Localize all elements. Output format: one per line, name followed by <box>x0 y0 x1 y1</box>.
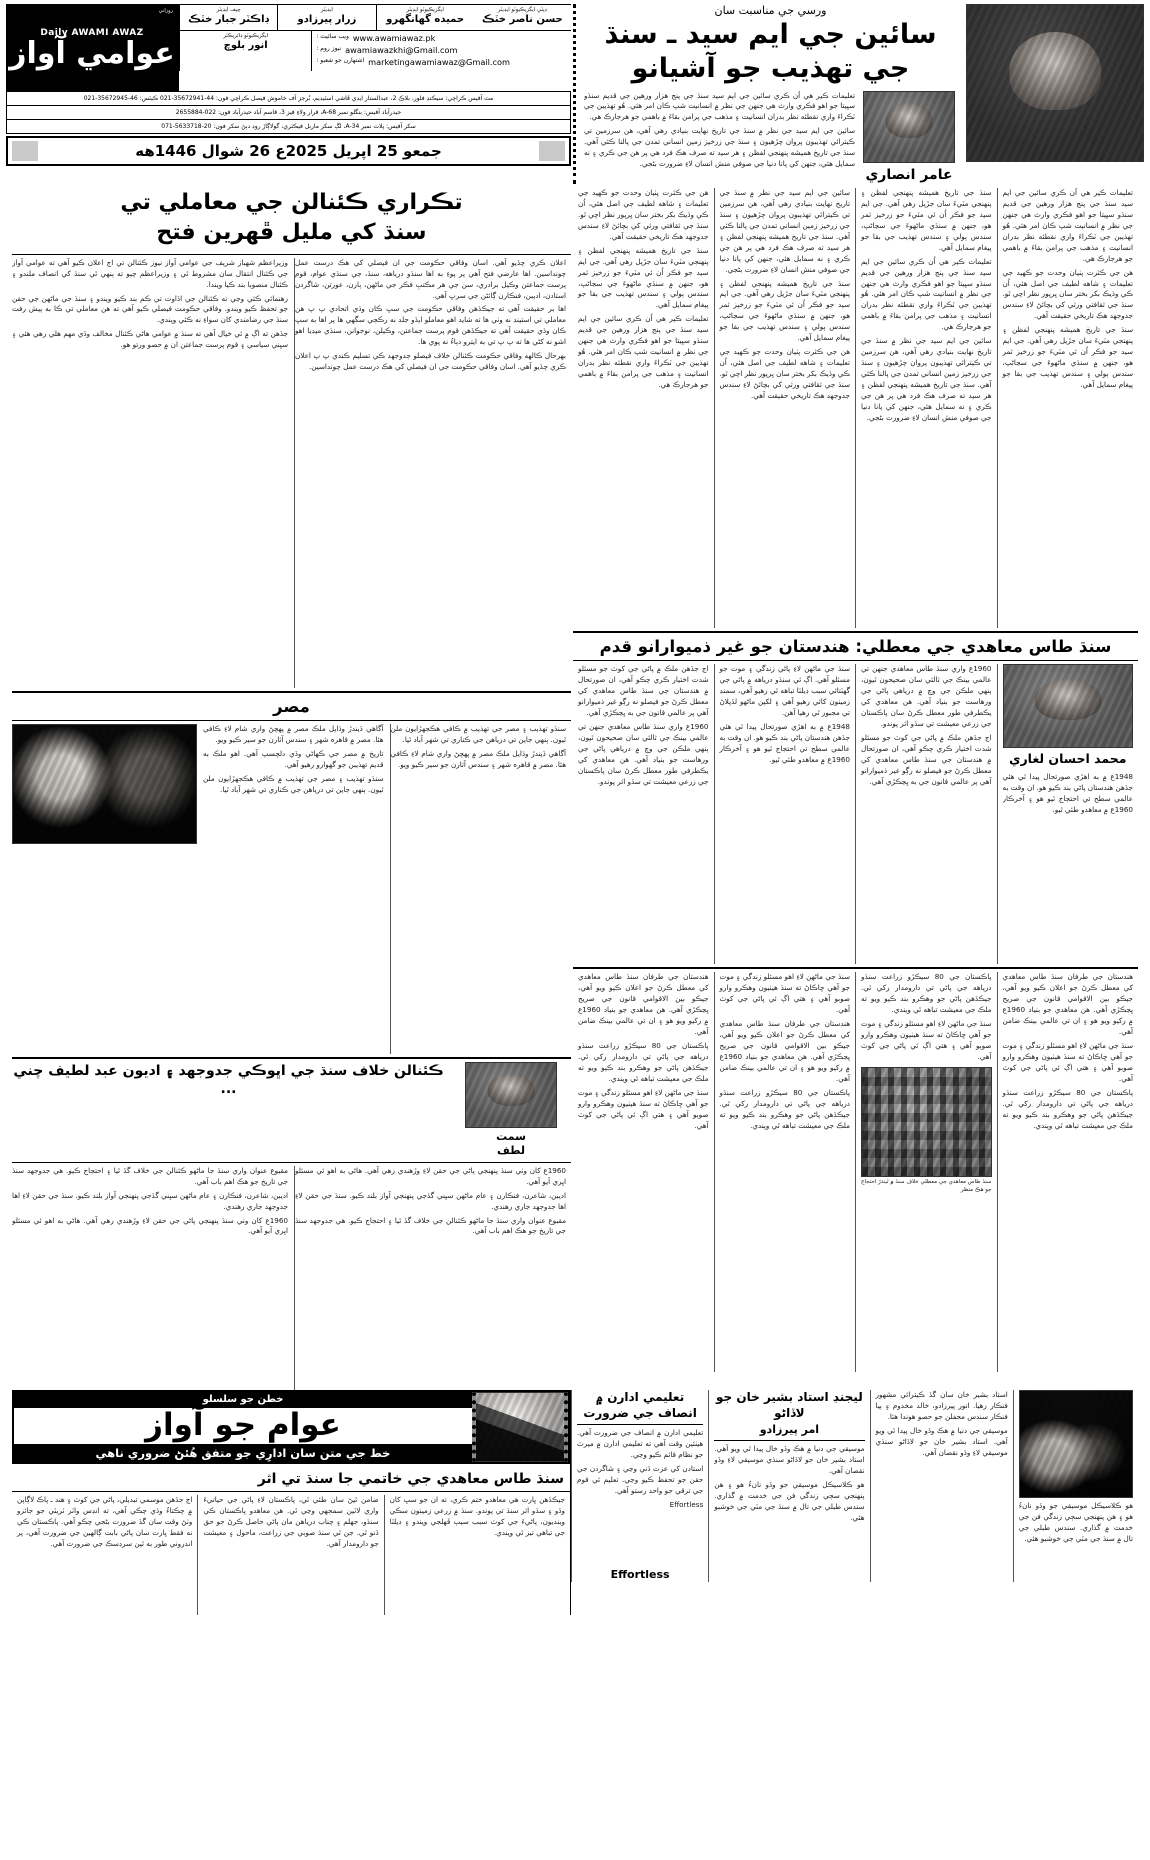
staff-role: ايگزيڪيوٽو ايڊيٽر <box>406 7 444 13</box>
paragraph: پاڪستان جي 80 سيڪڙو زراعت سنڌو درياهه جي پاڻي تي دارومدار رکي ٿي. جيڪڏهن پاڻي جو وهڪرو بند ڪيو ويو ته ملڪ جي معيشت تباهه ٿي ويندي. <box>1002 1087 1133 1130</box>
right-lead-col-2 <box>294 258 571 688</box>
staff-role: ايڊيٽر <box>320 7 333 13</box>
paragraph: رهنمائي ڪئي وڃي ته ڪئنالن جي اڏاوت تي ڪم بند ڪيو ويندو ۽ سنڌ جي ماڻهن جي حقن جو تحفظ ڪيو ويندو. وفاقي حڪومت فيصلي ڪيو آهي ته هن معاملي تي ڪا به پيش رفت سنڌ جي رضامندي کان سواءِ نه ڪئي ويندي. <box>12 293 288 325</box>
second-left-col-2 <box>714 664 856 964</box>
paragraph: سائين جي ايم سيد جي نظر ۾ سنڌ جي تاريخ نهايت بنيادي رهي آهي، هن سرزمين تي ڪيترائي تهذيبون پروان چڙهيون ۽ سنڌ جي زرخيز زمين انساني تمدن جي پالنا ڪئي آهي. سنڌ جي تاريخ هميشه پنهنجي لفظن ۽ هر سيد ته صرف هڪ فرد هي پر هن جي ڪري ۽ نه سمايل هئي، جنهن کي پانا دنيا جي صوفي منش انسان لاءِ ضرورت بڻجي. <box>584 126 855 169</box>
dateline-text: جمعو 25 اپريل 2025ع 26 شوال 1446هه <box>113 141 464 161</box>
paragraph: سنڌ جي ماڻهن لاءِ اهو مسئلو زندگي ۽ موت جو آهي ڇاڪاڻ ته سنڌ هيٺيون وهڪرو وارو صوبو آهي ۽ هتي اڳ ئي پاڻي جي کوٽ آهي. <box>861 1019 992 1061</box>
paragraph: سائين جي ايم سيد جي نظر ۾ سنڌ جي تاريخ نهايت بنيادي رهي آهي، هن سرزمين تي ڪيترائي تهذيبون پروان چڙهيون ۽ سنڌ جي زرخيز زمين انساني تمدن جي پالنا ڪئي آهي. سنڌ جي تاريخ هميشه پنهنجي لفظن ۽ هر سيد ته صرف هڪ فرد هي پر هن جي ڪري ۽ نه سمايل هئي، جنهن کي پانا دنيا جي صوفي منش انسان لاءِ ضرورت بڻجي. <box>719 188 850 274</box>
contact-website[interactable] <box>316 33 567 45</box>
music-photo-col <box>1013 1390 1138 1582</box>
lead-cont-col-2 <box>714 188 856 628</box>
top-section <box>6 4 1144 184</box>
editorial-writing-photo <box>472 1392 568 1462</box>
music-photo-caption <box>1019 1501 1133 1548</box>
contact-value: marketingawamiawaz@Gmail.com <box>368 56 511 67</box>
second-left-headline[interactable]: سنڌ طاس معاهدي جي معطلي: هندستان جو غير ذميوارانو قدم <box>599 637 1112 656</box>
staff-name: حميده گهانگهرو <box>386 14 465 26</box>
edu-byline: Effortless <box>610 1568 670 1582</box>
logo-sindhi-name: عوامي آواز <box>9 35 175 71</box>
paragraph: هندستان جي طرفان سنڌ طاس معاهدي کي معطل ڪرڻ جو اعلان ڪيو ويو آهي، جيڪو بين الاقوامي قانون جي صريح ڀڃڪڙي آهي. هن معاهدي جو بنياد 1960ع ۾ رکيو ويو هو ۽ ان تي عالمي بينڪ ضامن آهي. <box>1002 972 1133 1037</box>
paragraph: 1960ع کان وٺي سنڌ پنهنجي پاڻي جي حقن لاءِ وڙهندي رهي آهي. هاڻي به اهو ئي مسئلو اڀري آيو آهي. <box>12 1215 288 1236</box>
paragraph: موسيقي جي دنيا ۾ هڪ وڏو خال پيدا ٿي ويو آهي. استاد بشير خان جو لاڏاڻو سنڌي موسيقي لاءِ وڏو نقصان آهي. <box>875 1425 1008 1457</box>
paragraph: اعلان ڪري چڏيو آهي. اسان وفاقي حڪومت جي ان فيصلي کي هڪ درست عمل چونداسين. اها عارضي فتح آهي پر پوءِ به اها سنڌو درياهه، سنڌ، جي سنڌي عوام، قوم پرست جماعتن وڪيل برادري، سن جي هر مڪتبِ فڪر جي ماڻهن، ٻارن، عورتن، شاگردن استادن، اديبن، فنڪارن ڳائڻن جي سرڀ آهي. <box>295 257 566 300</box>
paragraph: سنڌ جي تاريخ هميشه پنهنجي لفظن ۽ پنهنجي مٽيءَ سان جڙيل رهي آهي. جي ايم سيد جو فڪر اُن ئي مٽيءَ جو زرخيز ثمر هو، جنهن ۾ سنڌي ماڻهوءَ جي سڃاڻپ، سندس ٻولي ۽ سندس تهذيب جي بقا جو پيغام سمايل آهي. <box>861 188 992 252</box>
paragraph: وزيراعظم شهباز شريف جي عوامي آواز نيوز ڪئنالن تي اڄ اعلان ڪيو آهي ته عوامي آواز جي ڪئنال انتقال سان مشروط ٿي ۽ وزيراعظم چيو ته ٻنهي ٿي سنڌ کي انصاف ملندو ۽ ڪئنال منصوبا بند ڪيا ويندا. <box>12 257 288 289</box>
paragraph: اديبن، شاعرن، فنڪارن ۽ عام ماڻهن سڀني گڏجي پنهنجي آواز بلند ڪيو. سنڌ جي حقن لاءِ اها جدوجهد جاري رهندي. <box>295 1190 566 1211</box>
paragraph: سنڌ جي ماڻهن لاءِ اهو مسئلو زندگي ۽ موت جو آهي ڇاڪاڻ ته سنڌ هيٺيون وهڪرو وارو صوبو آهي ۽ هتي اڳ ئي پاڻي جي کوٽ آهي. <box>1002 1041 1133 1083</box>
second-left-col-3 <box>855 664 997 964</box>
paragraph: مقبوع عنوان واري سنڌ جا ماڻهو ڪئنالن جي خلاف گڏ ٿيا ۽ احتجاج ڪيو. هي جدوجهد سنڌ جي تاريخ جو هڪ اهم باب آهي. <box>295 1215 566 1236</box>
staff-role: ڊپٽي ايگزيڪيوٽو ايڊيٽر <box>497 7 547 13</box>
paragraph: سائين جي ايم سيد جي نظر ۾ سنڌ جي تاريخ نهايت بنيادي رهي آهي، هن سرزمين تي ڪيترائي تهذيبون پروان چڙهيون ۽ سنڌ جي زرخيز زمين انساني تمدن جي پالنا ڪئي آهي. سنڌ جي تاريخ هميشه پنهنجي لفظن ۽ هر سيد ته صرف هڪ فرد هي پر هن جي ڪري ۽ نه سمايل هئي، جنهن کي پانا دنيا جي صوفي منش انسان لاءِ ضرورت بڻجي. <box>861 336 992 422</box>
paragraph: 1960ع کان وٺي سنڌ پنهنجي پاڻي جي حقن لاءِ وڙهندي رهي آهي. هاڻي به اهو ئي مسئلو اڀري آيو آهي. <box>295 1165 566 1186</box>
staff-cell-deputy-exec-editor <box>474 5 571 30</box>
contact-value: awamiawazkhi@Gmail.com <box>345 44 458 55</box>
address-sukkur: سکر آفيس: پلاٽ نمبر A-34، لڳ سکر ماربل فيڪٽري، گولاڳاڙ روڊ دٻڻ سکر فون: 20-5633718-071 <box>6 120 571 134</box>
paragraph: سنڌ جي ماڻهن لاءِ پاڻي زندگي ۽ موت جو مسئلو آهي. اڳ ئي سنڌو درياهه ۾ پاڻي جي گهٽتائي سبب ڊيلٽا تباهه ٿي رهيو آهي، سمنڊ زمينون کائي رهيو آهي ۽ لکين ماڻهو لڏپلاڻ تي مجبور ٿي رهيا آهن. <box>719 664 850 718</box>
second-left-col-4 <box>997 664 1139 964</box>
lead-left-article <box>571 4 1144 184</box>
paragraph: Effortless <box>669 1499 704 1509</box>
editorial-title: عوام جو آواز <box>145 1407 341 1443</box>
address-hyderabad: حيدرآباد آفيس: بنگلو نمبر A-68، قرار ولاءِ فيز 3، قاسم آباد حيدرآباد فون: 022-2655884 <box>6 106 571 120</box>
right-zone <box>6 188 571 1388</box>
staff-name: ڊاڪٽر جبار خٽڪ <box>188 14 269 26</box>
contact-value: www.awamiawaz.pk <box>352 32 436 43</box>
second-left-col-1 <box>573 664 714 964</box>
editorial-article-headline[interactable]: سنڌ طاس معاهدي جي خاتمي جا سنڌ تي اثر <box>257 1471 564 1487</box>
contact-label: نيوز روم : <box>316 44 342 52</box>
bottom-left-zone <box>571 1390 1144 1615</box>
logo-english-name: Daily AWAMI AWAZ <box>40 27 144 38</box>
contact-block <box>311 31 571 71</box>
paragraph: پاڪستان جي 80 سيڪڙو زراعت سنڌو درياهه جي پاڻي تي دارومدار رکي ٿي. جيڪڏهن پاڻي جو وهڪرو بند ڪيو ويو ته ملڪ جي معيشت تباهه ٿي ويندي. <box>861 972 992 1015</box>
newspaper-logo[interactable] <box>6 4 178 92</box>
paragraph: تعليمي ادارن ۾ انصاف جي ضرورت آهي. هيٺئين وقت آهي ته تعليمي ادارن ۾ ميرٽ جو نظام قائم ڪيو وڃي. <box>577 1428 704 1460</box>
contact-label: اشتهارن جو شعبو : <box>316 56 365 64</box>
paragraph: تعليمات ڪير هي اُن ڪري سائين جي ايم سيد سنڌ جي پنج هزار ورهين جي قديم سنڌو سڀيتا جو اهو فڪري وارث هي جنهن جي نظر ۾ انسانيت شپ ڪان امر هئي. هُو تهذيبن جي ٽڪراءَ واري نقطئه نظر بدران انسانيت ۽ مذهب جي پرامن بقاءَ ۾ باهمي جو هرجارڪ هي. <box>861 256 992 332</box>
editorial-col-3 <box>384 1495 570 1615</box>
paragraph: 1960ع واري سنڌ طاس معاهدي جنهن تي عالمي بينڪ جي ثالثي سان صحيحون ٿيون، ٻنهي ملڪن جي وچ ۾ درياهي پاڻي جي ورهاست جو بنياد آهي. هن معاهدي کي يڪطرفي طور معطل ڪرڻ سان پاڪستان جي زرعي معيشت تي سڌو اثر پوندو. <box>578 722 709 786</box>
lead-headline[interactable]: سائين جي ايم سيد ـ سنڌ جي تهذيب جو آشيانو <box>604 19 937 84</box>
third-left-col-4 <box>997 972 1139 1372</box>
misr-col-1 <box>203 724 384 1054</box>
lead-cont-col-1 <box>573 188 714 628</box>
paragraph: 1948ع ۾ به اهڙي صورتحال پيدا ٿي هئي جڏهن هندستان پاڻي بند ڪيو هو. ان وقت به عالمي سطح تي احتجاج ٿيو هو ۽ آخرڪار 1960ع ۾ معاهدو طئي ٿيو. <box>719 722 850 764</box>
music-body <box>714 1444 864 1574</box>
bottom-right-zone <box>6 1390 571 1615</box>
staff-cell-exec-director <box>179 31 311 71</box>
paragraph: هو ڪلاسيڪل موسيقي جو وڏو نانءُ هو ۽ هن پنهنجي سڄي زندگي فن جي خدمت ۾ گذاري. سندس طبلي جي تال ۾ سنڌ جي مٽي جي خوشبو هئي. <box>714 1480 865 1523</box>
edu-headline[interactable]: تعليمي ادارن ۾ انصاف جي ضرورت <box>583 1390 697 1420</box>
music-col-2 <box>870 1390 1013 1582</box>
paragraph: هن جي ڪثرت پٺيان وحدت جو ڪهيد جي تعليمات ۽ شاهه لطيف جي اصل هئي، اُن ڪي وڌيڪ بکر بختر سان ڀرپور نظر اچي ٿو. سنڌ جي ثقافتي ورثي کي بچائڻ لاءِ سندس جدوجهد هڪ تاريخي حقيقت آهي. <box>1002 267 1133 321</box>
staff-masthead-table <box>178 4 571 92</box>
misr-headline[interactable]: مصر <box>273 696 310 716</box>
right-lead-headline-2[interactable]: سنڌ کي مليل ڦهرين فتح <box>156 220 427 246</box>
right-lead-headline-1[interactable]: تڪراري ڪئنالن جي معاملي تي <box>120 190 463 215</box>
paragraph: ضامن ٿيڻ سان طئي ٿي، پاڪستان لاءِ پاڻي جي حياتيءَ واري لاٽين سمجهي وڃي ٿي. هن معاهدو پاڪستان ڪي سنڌو، جهلم ۽ چناب درياهن مان پاڻي حاصل ڪرڻ جو حق ڏنو ٿي. جن ٿي سنڌ صوبي جي زراعت، ماحول ۽ معيشت جو دارومدار آهي. <box>203 1495 379 1548</box>
right-bottom-byline-2: لطف <box>497 1144 525 1158</box>
third-left-col-3 <box>855 972 997 1372</box>
editorial-tagline: خط جي متن سان ادارِي جو متفق هُئڻ ضروري ناهي <box>14 1444 472 1462</box>
lead-cont-col-4 <box>997 188 1139 628</box>
tabla-player-photo <box>1019 1390 1133 1498</box>
second-left-byline: محمد احسان لغاري <box>1008 751 1127 767</box>
paragraph: سنڌ جي تاريخ هميشه پنهنجي لفظن ۽ پنهنجي مٽيءَ سان جڙيل رهي آهي. جي ايم سيد جو فڪر اُن ئي مٽيءَ جو زرخيز ثمر هو، جنهن ۾ سنڌي ماڻهوءَ جي سڃاڻپ، سندس ٻولي ۽ سندس تهذيب جي بقا جو پيغام سمايل آهي. <box>1002 325 1133 389</box>
paragraph: آگاهي ڏيندڙ وڌايل ملڪ مصر ۾ پهچڻ واري شام لاءِ ڪافي هئا. مصر ۾ قاهره شهر ۽ سندس آثارن جو سير ڪيو ويو. <box>203 724 384 745</box>
staff-name: زرار پيرزادو <box>297 14 357 26</box>
editorial-masthead <box>12 1390 570 1464</box>
paragraph: هن جي ڪثرت پٺيان وحدت جو ڪهيد جي تعليمات ۽ شاهه لطيف جي اصل هئي، اُن ڪي وڌيڪ بکر بختر سان ڀرپور نظر اچي ٿو. سنڌ جي ثقافتي ورثي کي بچائڻ لاءِ سندس جدوجهد هڪ تاريخي حقيقت آهي. <box>578 188 709 241</box>
paragraph: تاريخ ۾ مصر جي ڪهاڻي وڏي دلچسپ آهي. اهو ملڪ به قديم تهذيبن جو گهوارو رهيو آهي. <box>203 749 384 769</box>
author-photo <box>863 91 955 163</box>
address-karachi: مٽ آفيس ڪراچي: سيڪنڊ فلور، بلاڪ 2، عبدالستار ايڊي ڦاشي اسٽيڊيم، بُرجز آف خاموش فيصل ڪراچي فون: 44-35672941-021 ڪيٽس: 46-35672945-021 <box>6 92 571 106</box>
paragraph: استادن کي عزت ڏني وڃي ۽ شاگردن جي حقن جو تحفظ ڪيو وڃي. تعليم ئي قوم جي ترقي جو واحد رستو آهي. <box>577 1464 704 1495</box>
contact-newsroom[interactable] <box>316 45 567 57</box>
right-lead-col-1 <box>12 258 288 688</box>
staff-role: چيف ايڊيٽر <box>216 7 241 13</box>
paragraph: اديبن، شاعرن، فنڪارن ۽ عام ماڻهن سڀني گڏجي پنهنجي آواز بلند ڪيو. سنڌ جي حقن لاءِ اها جدوجهد جاري رهندي. <box>12 1190 288 1211</box>
paragraph: موسيقي جي دنيا ۾ هڪ وڏو خال پيدا ٿي ويو آهي. استاد بشير خان جو لاڏاڻو سنڌي موسيقي لاءِ وڏو نقصان آهي. <box>714 1444 865 1476</box>
dateline-banner <box>6 136 571 166</box>
right-bottom-headline[interactable]: ڪئنالن خلاف سنڌ جي اڀوڪي جدوجهد ۽ اديون عبد لطيف چني ... <box>13 1063 444 1098</box>
paragraph: جڏهن ته اڳ ۾ ئي خيال آهي ته سنڌ ۾ عوامي هاڻي ڪئنال مخالف وڏي مهم هلي رهي هئي ۽ سڀني سياسي ۽ قوم پرست جماعتن ان ۾ حصو ورتو هو. <box>12 329 288 350</box>
paragraph: تعليمات ڪير هي اُن ڪري سائين جي ايم سيد سنڌ جي پنج هزار ورهين جي قديم سنڌو سڀيتا جو اهو فڪري وارث هي جنهن جي نظر ۾ انسانيت شپ ڪان امر هئي. هُو تهذيبن جي ٽڪراءَ واري نقطئه نظر بدران انسانيت ۽ مذهب جي پرامن بقاءَ ۾ باهمي جو هرجارڪ هي. <box>584 90 855 122</box>
right-bottom-byline-1: سمت <box>496 1130 526 1144</box>
paragraph: مقبوع عنوان واري سنڌ جا ماڻهو ڪئنالن جي خلاف گڏ ٿيا ۽ احتجاج ڪيو. هي جدوجهد سنڌ جي تاريخ جو هڪ اهم باب آهي. <box>12 1165 288 1186</box>
staff-cell-chief-editor <box>179 5 277 30</box>
paragraph: اڄ جڏهن موسمي تبديلي، پاڻي جي کوٽ ۽ هند ـ پاڪ لاڳاپن ۾ چڪتاءُ وڌي چڪي آهي، ته انڊس واٽر ٽريٽي جو جائزو وٺڻ وقت سان گڏ ضرورت بڻجي چڪو آهي. پاڪستان ڪي نه فقط ڀارت سان پاڻي بابت ڳالهين جي ضرورت آهي، پر اندروني طور به ٿين سرڊسڪ جي ضرورت آهي. <box>17 1495 193 1548</box>
paragraph: هو ڪلاسيڪل موسيقي جو وڏو نانءُ هو ۽ هن پنهنجي سڄي زندگي فن جي خدمت ۾ گذاري. سندس طبلي جي تال ۾ سنڌ جي مٽي جي خوشبو هئي. <box>1018 1501 1133 1543</box>
staff-name: انور بلوچ <box>223 40 268 52</box>
paragraph: استاد بشير خان سان گڏ ڪيترائي مشهور فنڪار رهيا. انور پيرزادو، خالد مخدوم ۽ ٻيا فنڪار سندس محفلن جو حصو هوندا هئا. <box>875 1390 1008 1421</box>
protest-photo <box>861 1067 992 1177</box>
third-left-col-1 <box>573 972 714 1372</box>
paragraph: بهرحال ڪالهه وفاقي حڪومت ڪئنالن خلاف فيصلو جدوجهد ڪي تسليم ڪندي پ پ اعلان ڪري چڏيو آهي. اسان وفاقي حڪومت جي ان فيصلي کي هڪ درست عمل چونداسين. <box>295 351 566 372</box>
paragraph: سنڌ جي ماڻهن لاءِ اهو مسئلو زندگي ۽ موت جو آهي ڇاڪاڻ ته سنڌ هيٺيون وهڪرو وارو صوبو آهي ۽ هتي اڳ ئي پاڻي جي کوٽ آهي. <box>578 1087 709 1130</box>
paragraph: پاڪستان جي 80 سيڪڙو زراعت سنڌو درياهه جي پاڻي تي دارومدار رکي ٿي. جيڪڏهن پاڻي جو وهڪرو بند ڪيو ويو ته ملڪ جي معيشت تباهه ٿي ويندي. <box>578 1041 709 1083</box>
paragraph: سنڌ جي تاريخ هميشه پنهنجي لفظن ۽ پنهنجي مٽيءَ سان جڙيل رهي آهي. جي ايم سيد جو فڪر اُن ئي مٽيءَ جو زرخيز ثمر هو، جنهن ۾ سنڌي ماڻهوءَ جي سڃاڻپ، سندس ٻولي ۽ سندس تهذيب جي بقا جو پيغام سمايل آهي. <box>719 278 850 343</box>
misr-col-2 <box>390 724 572 1054</box>
third-left-col-2 <box>714 972 856 1372</box>
music-article <box>708 1390 869 1582</box>
paragraph: اڄ جڏهن ملڪ ۾ پاڻي جي کوٽ جو مسئلو شدت اختيار ڪري چڪو آهي، ان صورتحال ۾ هندستان جي سنڌ طاس معاهدي کي معطل ڪرڻ جو فيصلو نه رڳو غير ذميوارانو آهي پر عالمي قانون جي به ڀڃڪڙي آهي. <box>861 733 992 786</box>
lead-body-col-a <box>584 91 855 174</box>
paragraph: هندستان جي طرفان سنڌ طاس معاهدي کي معطل ڪرڻ جو اعلان ڪيو ويو آهي، جيڪو بين الاقوامي قانون جي صريح ڀڃڪڙي آهي. هن معاهدي جو بنياد 1960ع ۾ رکيو ويو هو ۽ ان تي عالمي بينڪ ضامن آهي. <box>719 1019 850 1083</box>
protest-caption: سنڌ طاس معاهدي جي معطلي خلاف سنڌ ۾ ٿيندڙ احتجاج جو هڪ منظر <box>861 1178 992 1193</box>
lead-main-photo <box>966 4 1144 162</box>
staff-cell-editor <box>277 5 375 30</box>
music-headline[interactable]: ليجنڊ استاد بشير خان جو لاڏاڻو <box>716 1390 863 1420</box>
editorial-col-1 <box>12 1495 197 1615</box>
editorial-band-top: خطن جو سلسلو <box>14 1392 472 1408</box>
staff-row-editors <box>179 5 571 31</box>
music-byline: امر پيرزادو <box>759 1423 820 1437</box>
edu-body <box>577 1428 703 1568</box>
lead-byline: عامر انصاري <box>865 166 953 183</box>
paragraph: 1960ع واري سنڌ طاس معاهدي جنهن تي عالمي بينڪ جي ثالثي سان صحيحون ٿيون، ٻنهي ملڪن جي وچ ۾ درياهي پاڻي جي ورهاست جو بنياد آهي. هن معاهدي کي يڪطرفي طور معطل ڪرڻ سان پاڪستان جي زرعي معيشت تي سڌو اثر پوندو. <box>861 664 992 729</box>
paragraph: سنڌو تهذيب ۽ مصر جي تهذيب ۾ ڪافي هڪجهڙايون ملن ٿيون. ٻنهي جاين تي درياهن جي ڪناري تي شهر آباد ٿيا. <box>203 773 384 794</box>
paragraph: هندستان جي طرفان سنڌ طاس معاهدي کي معطل ڪرڻ جو اعلان ڪيو ويو آهي، جيڪو بين الاقوامي قانون جي صريح ڀڃڪڙي آهي. هن معاهدي جو بنياد 1960ع ۾ رکيو ويو هو ۽ ان تي عالمي بينڪ ضامن آهي. <box>578 972 709 1037</box>
paragraph: جيڪڏهن ڀارت هي معاهدو ختم ڪري، ته ان جو سڀ کان وڏو ۽ سڌو اثر سنڌ تي پوندو. سنڌ ۾ زرعي زمينون سڪي وينديون، پاڻيءَ جي کوٽ سبب سيٻ ڦهلجي ويندو ۽ ڊيلٽا جي تباهي تيز ٿي ويندي. <box>389 1495 565 1537</box>
second-left-author-photo <box>1003 664 1134 748</box>
lead-kicker: ورسي جي مناسبت سان <box>714 4 827 17</box>
paragraph: تعليمات ڪير هي اُن ڪري سائين جي ايم سيد سنڌ جي پنج هزار ورهين جي قديم سنڌو سڀيتا جو اهو فڪري وارث هي جنهن جي نظر ۾ انسانيت شپ ڪان امر هئي. هُو تهذيبن جي ٽڪراءَ واري نقطئه نظر بدران انسانيت ۽ مذهب جي پرامن بقاءَ ۾ باهمي جو هرجارڪ هي. <box>578 314 709 389</box>
paragraph: سنڌ جي ماڻهن لاءِ اهو مسئلو زندگي ۽ موت جو آهي ڇاڪاڻ ته سنڌ هيٺيون وهڪرو وارو صوبو آهي ۽ هتي اڳ ئي پاڻي جي کوٽ آهي. <box>719 972 850 1015</box>
editorial-col-2 <box>197 1495 383 1615</box>
misr-photo <box>12 724 197 844</box>
vertical-dot-divider <box>573 4 579 184</box>
contact-label: ويب سائيٽ : <box>316 32 349 40</box>
paragraph: 1948ع ۾ به اهڙي صورتحال پيدا ٿي هئي جڏهن هندستان پاڻي بند ڪيو هو. ان وقت به عالمي سطح تي احتجاج ٿيو هو ۽ آخرڪار 1960ع ۾ معاهدو طئي ٿيو. <box>1002 771 1133 814</box>
staff-name: حسن ناصر خٽڪ <box>482 14 563 26</box>
paragraph: سنڌو تهذيب ۽ مصر جي تهذيب ۾ ڪافي هڪجهڙايون ملن ٿيون. ٻنهي جاين تي درياهن جي ڪناري تي شهر آباد ٿيا. <box>390 724 566 745</box>
paragraph: تعليمات ڪير هي اُن ڪري سائين جي ايم سيد سنڌ جي پنج هزار ورهين جي قديم سنڌو سڀيتا جو اهو فڪري وارث هي جنهن جي نظر ۾ انسانيت شپ ڪان امر هئي. هُو تهذيبن جي ٽڪراءَ واري نقطئه نظر بدران انسانيت ۽ مذهب جي پرامن بقاءَ ۾ باهمي جو هرجارڪ هي. <box>1002 188 1133 263</box>
paragraph: آگاهي ڏيندڙ وڌايل ملڪ مصر ۾ پهچڻ واري شام لاءِ ڪافي هئا. مصر ۾ قاهره شهر ۽ سندس آثارن جو سير ڪيو ويو. <box>390 749 566 769</box>
masthead <box>6 4 571 184</box>
paragraph: اڄ جڏهن ملڪ ۾ پاڻي جي کوٽ جو مسئلو شدت اختيار ڪري چڪو آهي، ان صورتحال ۾ هندستان جي سنڌ طاس معاهدي کي معطل ڪرڻ جو فيصلو نه رڳو غير ذميوارانو آهي پر عالمي قانون جي به ڀڃڪڙي آهي. <box>578 664 709 718</box>
contact-marketing[interactable] <box>316 57 567 69</box>
paragraph: هن جي ڪثرت پٺيان وحدت جو ڪهيد جي تعليمات ۽ شاهه لطيف جي اصل هئي، اُن ڪي وڌيڪ بکر بختر سان ڀرپور نظر اچي ٿو. سنڌ جي ثقافتي ورثي کي بچائڻ لاءِ سندس جدوجهد هڪ تاريخي حقيقت آهي. <box>719 347 850 400</box>
edu-article <box>571 1390 708 1582</box>
staff-role: ايگزيڪيوٽو ڊائريڪٽر <box>223 32 269 39</box>
right-bottom-photo <box>465 1062 557 1128</box>
logo-corner-text: روزاني <box>158 8 173 14</box>
left-zone <box>571 188 1144 1388</box>
paragraph: اها بر حقيقت آهي ته جيڪڏهن وفاقي حڪومت جي سڀ ڪان وڌي اتحادي پ پ هن معاملي تي استينڊ نه وٺي ها ته شايد اهو معاملو ايڏو جلد نه رڪجي سگهي ها پر اها به سڀ ڪان وڌي حقيقت آهي ته جيڪڏهن قوم پرست جماعتن، وڪيلن، نوجوانن، سنڌي ميڊيا اهو اشو نه کڻي ها ته پ پ تي به ايترو دٻاءُ نه پوي ها. <box>295 304 566 347</box>
lead-cont-col-3 <box>855 188 997 628</box>
staff-row-contacts <box>179 31 571 71</box>
staff-cell-exec-editor <box>376 5 474 30</box>
paragraph: پاڪستان جي 80 سيڪڙو زراعت سنڌو درياهه جي پاڻي تي دارومدار رکي ٿي. جيڪڏهن پاڻي جو وهڪرو بند ڪيو ويو ته ملڪ جي معيشت تباهه ٿي ويندي. <box>719 1087 850 1130</box>
paragraph: سنڌ جي تاريخ هميشه پنهنجي لفظن ۽ پنهنجي مٽيءَ سان جڙيل رهي آهي. جي ايم سيد جو فڪر اُن ئي مٽيءَ جو زرخيز ثمر هو، جنهن ۾ سنڌي ماڻهوءَ جي سڃاڻپ، سندس ٻولي ۽ سندس تهذيب جي بقا جو پيغام سمايل آهي. <box>578 245 709 310</box>
